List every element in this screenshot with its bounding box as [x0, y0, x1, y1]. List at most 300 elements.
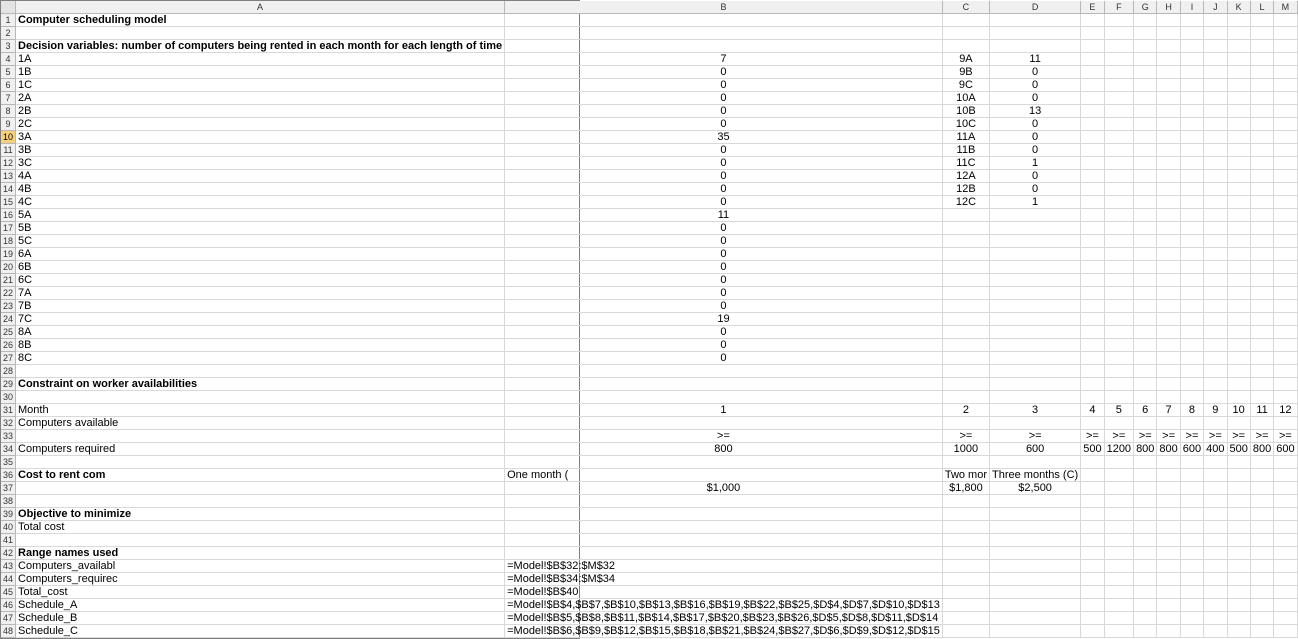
decision-value[interactable]: 0: [505, 105, 943, 118]
cell-h44[interactable]: [1157, 573, 1180, 586]
cell-e22[interactable]: [1081, 287, 1104, 300]
cell-j16[interactable]: [1204, 209, 1227, 222]
cell-g47[interactable]: [1134, 612, 1157, 625]
cell-f30[interactable]: [1104, 391, 1133, 404]
cell-l45[interactable]: [1250, 586, 1273, 599]
cell-m45[interactable]: [1274, 586, 1297, 599]
cell-l18[interactable]: [1250, 235, 1273, 248]
decision-value[interactable]: 0: [505, 326, 943, 339]
cell-a2[interactable]: [16, 27, 505, 40]
cell-l3[interactable]: [1250, 40, 1273, 53]
cell-h9[interactable]: [1157, 118, 1180, 131]
row-header-47[interactable]: 47: [1, 612, 16, 625]
cell-c40[interactable]: [942, 521, 989, 534]
row-header-14[interactable]: 14: [1, 183, 16, 196]
decision-label[interactable]: 5B: [16, 222, 505, 235]
cell-m24[interactable]: [1274, 313, 1297, 326]
cell-e41[interactable]: [1081, 534, 1104, 547]
cell-g44[interactable]: [1134, 573, 1157, 586]
cell-b1[interactable]: [505, 14, 943, 27]
decision-label[interactable]: 4B: [16, 183, 505, 196]
cell-c17[interactable]: [942, 222, 989, 235]
cell-m13[interactable]: [1274, 170, 1297, 183]
cell-g6[interactable]: [1134, 79, 1157, 92]
cell-i4[interactable]: [1180, 53, 1203, 66]
cell-l25[interactable]: [1250, 326, 1273, 339]
cell-d45[interactable]: [990, 586, 1081, 599]
cell-c22[interactable]: [942, 287, 989, 300]
cell-j47[interactable]: [1204, 612, 1227, 625]
cost-header[interactable]: Cost to rent com: [16, 469, 505, 482]
computers-required-value[interactable]: 600: [1180, 443, 1203, 456]
cell-j14[interactable]: [1204, 183, 1227, 196]
row-header-43[interactable]: 43: [1, 560, 16, 573]
row-header-24[interactable]: 24: [1, 313, 16, 326]
decision-value[interactable]: 0: [505, 300, 943, 313]
cell-h27[interactable]: [1157, 352, 1180, 365]
month-number[interactable]: 9: [1204, 404, 1227, 417]
cell-h11[interactable]: [1157, 144, 1180, 157]
cell-j24[interactable]: [1204, 313, 1227, 326]
column-header-h[interactable]: H: [1157, 1, 1180, 14]
cell-e32[interactable]: [1081, 417, 1104, 430]
cell-l44[interactable]: [1250, 573, 1273, 586]
month-number[interactable]: 6: [1134, 404, 1157, 417]
cell-m35[interactable]: [1274, 456, 1297, 469]
cell-i46[interactable]: [1180, 599, 1203, 612]
cell-f10[interactable]: [1104, 131, 1133, 144]
cell-e35[interactable]: [1081, 456, 1104, 469]
cell-i10[interactable]: [1180, 131, 1203, 144]
relation-sign[interactable]: >=: [1227, 430, 1250, 443]
cell-e23[interactable]: [1081, 300, 1104, 313]
cell-k38[interactable]: [1227, 495, 1250, 508]
cell-d35[interactable]: [990, 456, 1081, 469]
cell-e37[interactable]: [1081, 482, 1104, 495]
decision-value[interactable]: 0: [990, 66, 1081, 79]
decision-value[interactable]: 0: [505, 339, 943, 352]
cell-i35[interactable]: [1180, 456, 1203, 469]
decision-label[interactable]: 4C: [16, 196, 505, 209]
decision-label[interactable]: 8A: [16, 326, 505, 339]
cell-k40[interactable]: [1227, 521, 1250, 534]
cell-k3[interactable]: [1227, 40, 1250, 53]
cell-m37[interactable]: [1274, 482, 1297, 495]
cell-m29[interactable]: [1274, 378, 1297, 391]
cell-b3[interactable]: [505, 40, 943, 53]
cell-g36[interactable]: [1134, 469, 1157, 482]
cell-b39[interactable]: [505, 508, 943, 521]
cell-j5[interactable]: [1204, 66, 1227, 79]
cell-b28[interactable]: [505, 365, 943, 378]
cell-i29[interactable]: [1180, 378, 1203, 391]
cell-e27[interactable]: [1081, 352, 1104, 365]
cell-k17[interactable]: [1227, 222, 1250, 235]
cell-f27[interactable]: [1104, 352, 1133, 365]
decision-value[interactable]: 0: [505, 118, 943, 131]
range-reference[interactable]: =Model!$B$40: [505, 586, 943, 599]
cell-k18[interactable]: [1227, 235, 1250, 248]
cell-c41[interactable]: [942, 534, 989, 547]
cell-e42[interactable]: [1081, 547, 1104, 560]
cell-h16[interactable]: [1157, 209, 1180, 222]
decision-label[interactable]: 5C: [16, 235, 505, 248]
cell-g9[interactable]: [1134, 118, 1157, 131]
decision-label[interactable]: 7A: [16, 287, 505, 300]
cell-f21[interactable]: [1104, 274, 1133, 287]
cell-k16[interactable]: [1227, 209, 1250, 222]
column-header-i[interactable]: I: [1180, 1, 1203, 14]
cell-i36[interactable]: [1180, 469, 1203, 482]
cell-m3[interactable]: [1274, 40, 1297, 53]
decision-label[interactable]: 10C: [942, 118, 989, 131]
cell-i39[interactable]: [1180, 508, 1203, 521]
cell-j6[interactable]: [1204, 79, 1227, 92]
cell-j26[interactable]: [1204, 339, 1227, 352]
cell-i47[interactable]: [1180, 612, 1203, 625]
cell-g4[interactable]: [1134, 53, 1157, 66]
cell-l20[interactable]: [1250, 261, 1273, 274]
cell-g39[interactable]: [1134, 508, 1157, 521]
cell-k30[interactable]: [1227, 391, 1250, 404]
column-header-j[interactable]: J: [1204, 1, 1227, 14]
cell-j27[interactable]: [1204, 352, 1227, 365]
cell-e11[interactable]: [1081, 144, 1104, 157]
cell-b32[interactable]: [505, 417, 943, 430]
relation-sign[interactable]: >=: [1104, 430, 1133, 443]
cell-g5[interactable]: [1134, 66, 1157, 79]
decision-label[interactable]: 2C: [16, 118, 505, 131]
decision-label[interactable]: 2B: [16, 105, 505, 118]
cell-f17[interactable]: [1104, 222, 1133, 235]
decision-label[interactable]: 4A: [16, 170, 505, 183]
cost-value[interactable]: $2,500: [990, 482, 1081, 495]
cell-m32[interactable]: [1274, 417, 1297, 430]
cell-h28[interactable]: [1157, 365, 1180, 378]
cell-f47[interactable]: [1104, 612, 1133, 625]
cell-d48[interactable]: [990, 625, 1081, 638]
cell-i23[interactable]: [1180, 300, 1203, 313]
cell-m46[interactable]: [1274, 599, 1297, 612]
cell-k35[interactable]: [1227, 456, 1250, 469]
range-reference[interactable]: =Model!$B$6,$B$9,$B$12,$B$15,$B$18,$B$21,$B$24,$B$27,$D$6,$D$9,$D$12,$D$15: [505, 625, 943, 638]
cell-c26[interactable]: [942, 339, 989, 352]
cell-h32[interactable]: [1157, 417, 1180, 430]
cell-e40[interactable]: [1081, 521, 1104, 534]
cell-i32[interactable]: [1180, 417, 1203, 430]
cell-f12[interactable]: [1104, 157, 1133, 170]
column-header-a[interactable]: A: [16, 1, 505, 14]
cell-l21[interactable]: [1250, 274, 1273, 287]
cell-j29[interactable]: [1204, 378, 1227, 391]
cell-l10[interactable]: [1250, 131, 1273, 144]
cell-f3[interactable]: [1104, 40, 1133, 53]
cell-i18[interactable]: [1180, 235, 1203, 248]
cell-m42[interactable]: [1274, 547, 1297, 560]
row-header-33[interactable]: 33: [1, 430, 16, 443]
cell-e20[interactable]: [1081, 261, 1104, 274]
cell-m20[interactable]: [1274, 261, 1297, 274]
cell-g42[interactable]: [1134, 547, 1157, 560]
relation-sign[interactable]: >=: [1274, 430, 1297, 443]
month-number[interactable]: 2: [942, 404, 989, 417]
cell-l42[interactable]: [1250, 547, 1273, 560]
cell-a35[interactable]: [16, 456, 505, 469]
cell-m11[interactable]: [1274, 144, 1297, 157]
computers-required-value[interactable]: 600: [990, 443, 1081, 456]
cell-f42[interactable]: [1104, 547, 1133, 560]
cell-c44[interactable]: [942, 573, 989, 586]
cell-m10[interactable]: [1274, 131, 1297, 144]
relation-sign[interactable]: >=: [1134, 430, 1157, 443]
decision-value[interactable]: 0: [505, 144, 943, 157]
cell-l36[interactable]: [1250, 469, 1273, 482]
cell-m39[interactable]: [1274, 508, 1297, 521]
cell-g46[interactable]: [1134, 599, 1157, 612]
cell-d29[interactable]: [990, 378, 1081, 391]
cell-l6[interactable]: [1250, 79, 1273, 92]
cell-j15[interactable]: [1204, 196, 1227, 209]
cell-g8[interactable]: [1134, 105, 1157, 118]
cell-m19[interactable]: [1274, 248, 1297, 261]
cell-e26[interactable]: [1081, 339, 1104, 352]
cell-i24[interactable]: [1180, 313, 1203, 326]
cell-l2[interactable]: [1250, 27, 1273, 40]
cell-g22[interactable]: [1134, 287, 1157, 300]
row-header-29[interactable]: 29: [1, 378, 16, 391]
row-header-30[interactable]: 30: [1, 391, 16, 404]
cell-l47[interactable]: [1250, 612, 1273, 625]
cell-k4[interactable]: [1227, 53, 1250, 66]
cell-l32[interactable]: [1250, 417, 1273, 430]
cell-e43[interactable]: [1081, 560, 1104, 573]
cell-j28[interactable]: [1204, 365, 1227, 378]
cell-h47[interactable]: [1157, 612, 1180, 625]
cell-f40[interactable]: [1104, 521, 1133, 534]
cell-h1[interactable]: [1157, 14, 1180, 27]
month-number[interactable]: 11: [1250, 404, 1273, 417]
cell-g26[interactable]: [1134, 339, 1157, 352]
cell-d1[interactable]: [990, 14, 1081, 27]
cell-g41[interactable]: [1134, 534, 1157, 547]
row-header-19[interactable]: 19: [1, 248, 16, 261]
cell-b30[interactable]: [505, 391, 943, 404]
cell-h35[interactable]: [1157, 456, 1180, 469]
cell-f43[interactable]: [1104, 560, 1133, 573]
cell-g27[interactable]: [1134, 352, 1157, 365]
cell-j13[interactable]: [1204, 170, 1227, 183]
cell-d38[interactable]: [990, 495, 1081, 508]
cell-j8[interactable]: [1204, 105, 1227, 118]
cell-d32[interactable]: [990, 417, 1081, 430]
cell-d19[interactable]: [990, 248, 1081, 261]
cell-h4[interactable]: [1157, 53, 1180, 66]
cell-g40[interactable]: [1134, 521, 1157, 534]
cell-h17[interactable]: [1157, 222, 1180, 235]
decision-value[interactable]: 0: [505, 157, 943, 170]
cell-f8[interactable]: [1104, 105, 1133, 118]
cell-k27[interactable]: [1227, 352, 1250, 365]
decision-label[interactable]: 11C: [942, 157, 989, 170]
cell-g13[interactable]: [1134, 170, 1157, 183]
cell-l16[interactable]: [1250, 209, 1273, 222]
cell-a38[interactable]: [16, 495, 505, 508]
row-header-32[interactable]: 32: [1, 417, 16, 430]
column-header-d[interactable]: D: [990, 1, 1081, 14]
cell-c3[interactable]: [942, 40, 989, 53]
cell-g19[interactable]: [1134, 248, 1157, 261]
cell-d39[interactable]: [990, 508, 1081, 521]
cell-a41[interactable]: [16, 534, 505, 547]
decision-value[interactable]: 0: [990, 183, 1081, 196]
column-header-b[interactable]: B: [505, 1, 943, 14]
cell-e28[interactable]: [1081, 365, 1104, 378]
cell-l26[interactable]: [1250, 339, 1273, 352]
cell-d2[interactable]: [990, 27, 1081, 40]
row-header-17[interactable]: 17: [1, 222, 16, 235]
cell-d26[interactable]: [990, 339, 1081, 352]
cell-j39[interactable]: [1204, 508, 1227, 521]
cell-i11[interactable]: [1180, 144, 1203, 157]
cell-h36[interactable]: [1157, 469, 1180, 482]
decision-value[interactable]: 1: [990, 157, 1081, 170]
cell-k28[interactable]: [1227, 365, 1250, 378]
cell-d46[interactable]: [990, 599, 1081, 612]
month-label[interactable]: Month: [16, 404, 505, 417]
cell-d20[interactable]: [990, 261, 1081, 274]
cell-l17[interactable]: [1250, 222, 1273, 235]
cell-m48[interactable]: [1274, 625, 1297, 638]
cell-h2[interactable]: [1157, 27, 1180, 40]
row-header-27[interactable]: 27: [1, 352, 16, 365]
row-header-44[interactable]: 44: [1, 573, 16, 586]
decision-label[interactable]: 3A: [16, 131, 505, 144]
cell-e48[interactable]: [1081, 625, 1104, 638]
cell-l4[interactable]: [1250, 53, 1273, 66]
computers-required-value[interactable]: 600: [1274, 443, 1297, 456]
cell-l19[interactable]: [1250, 248, 1273, 261]
decision-value[interactable]: 35: [505, 131, 943, 144]
cell-h21[interactable]: [1157, 274, 1180, 287]
cost-option-label[interactable]: One month (: [505, 469, 943, 482]
decision-label[interactable]: 6C: [16, 274, 505, 287]
decision-label[interactable]: 3C: [16, 157, 505, 170]
cell-c27[interactable]: [942, 352, 989, 365]
cell-m17[interactable]: [1274, 222, 1297, 235]
cell-c35[interactable]: [942, 456, 989, 469]
cell-a28[interactable]: [16, 365, 505, 378]
cell-c29[interactable]: [942, 378, 989, 391]
cell-m22[interactable]: [1274, 287, 1297, 300]
cell-g24[interactable]: [1134, 313, 1157, 326]
cell-j12[interactable]: [1204, 157, 1227, 170]
cell-e17[interactable]: [1081, 222, 1104, 235]
cell-i38[interactable]: [1180, 495, 1203, 508]
cell-h22[interactable]: [1157, 287, 1180, 300]
cell-c1[interactable]: [942, 14, 989, 27]
cell-l12[interactable]: [1250, 157, 1273, 170]
cell-k9[interactable]: [1227, 118, 1250, 131]
month-number[interactable]: 3: [990, 404, 1081, 417]
cell-k41[interactable]: [1227, 534, 1250, 547]
cell-i40[interactable]: [1180, 521, 1203, 534]
cell-f2[interactable]: [1104, 27, 1133, 40]
decision-value[interactable]: 0: [505, 79, 943, 92]
cell-k10[interactable]: [1227, 131, 1250, 144]
cell-c2[interactable]: [942, 27, 989, 40]
cell-h26[interactable]: [1157, 339, 1180, 352]
cell-l9[interactable]: [1250, 118, 1273, 131]
cell-m47[interactable]: [1274, 612, 1297, 625]
decision-label[interactable]: 5A: [16, 209, 505, 222]
cell-k37[interactable]: [1227, 482, 1250, 495]
row-header-35[interactable]: 35: [1, 456, 16, 469]
cell-f38[interactable]: [1104, 495, 1133, 508]
cell-b38[interactable]: [505, 495, 943, 508]
cell-e36[interactable]: [1081, 469, 1104, 482]
cell-m6[interactable]: [1274, 79, 1297, 92]
cell-j21[interactable]: [1204, 274, 1227, 287]
cell-h15[interactable]: [1157, 196, 1180, 209]
cell-j11[interactable]: [1204, 144, 1227, 157]
cell-g11[interactable]: [1134, 144, 1157, 157]
cell-e39[interactable]: [1081, 508, 1104, 521]
cell-d44[interactable]: [990, 573, 1081, 586]
cell-e21[interactable]: [1081, 274, 1104, 287]
month-number[interactable]: 5: [1104, 404, 1133, 417]
cell-d41[interactable]: [990, 534, 1081, 547]
cell-c46[interactable]: [942, 599, 989, 612]
row-header-13[interactable]: 13: [1, 170, 16, 183]
cell-k46[interactable]: [1227, 599, 1250, 612]
computers-required-value[interactable]: 800: [505, 443, 943, 456]
cell-k44[interactable]: [1227, 573, 1250, 586]
row-header-4[interactable]: 4: [1, 53, 16, 66]
cell-g45[interactable]: [1134, 586, 1157, 599]
cell-a37[interactable]: [16, 482, 505, 495]
cell-c47[interactable]: [942, 612, 989, 625]
cell-k15[interactable]: [1227, 196, 1250, 209]
computers-required-value[interactable]: 800: [1134, 443, 1157, 456]
cell-m4[interactable]: [1274, 53, 1297, 66]
decision-value[interactable]: 0: [505, 170, 943, 183]
cell-e5[interactable]: [1081, 66, 1104, 79]
cell-c28[interactable]: [942, 365, 989, 378]
range-reference[interactable]: =Model!$B$4,$B$7,$B$10,$B$13,$B$16,$B$19,$B$22,$B$25,$D$4,$D$7,$D$10,$D$13: [505, 599, 943, 612]
month-number[interactable]: 4: [1081, 404, 1104, 417]
column-header-l[interactable]: L: [1250, 1, 1273, 14]
cell-f44[interactable]: [1104, 573, 1133, 586]
cell-h37[interactable]: [1157, 482, 1180, 495]
cell-i5[interactable]: [1180, 66, 1203, 79]
cell-h42[interactable]: [1157, 547, 1180, 560]
cell-e38[interactable]: [1081, 495, 1104, 508]
cell-f45[interactable]: [1104, 586, 1133, 599]
cell-l13[interactable]: [1250, 170, 1273, 183]
cell-h7[interactable]: [1157, 92, 1180, 105]
cell-i21[interactable]: [1180, 274, 1203, 287]
row-header-39[interactable]: 39: [1, 508, 16, 521]
cell-f15[interactable]: [1104, 196, 1133, 209]
decision-label[interactable]: 7C: [16, 313, 505, 326]
decision-value[interactable]: 0: [505, 287, 943, 300]
decision-value[interactable]: 1: [990, 196, 1081, 209]
cell-d43[interactable]: [990, 560, 1081, 573]
cell-f29[interactable]: [1104, 378, 1133, 391]
cell-g12[interactable]: [1134, 157, 1157, 170]
cell-m12[interactable]: [1274, 157, 1297, 170]
cell-i42[interactable]: [1180, 547, 1203, 560]
